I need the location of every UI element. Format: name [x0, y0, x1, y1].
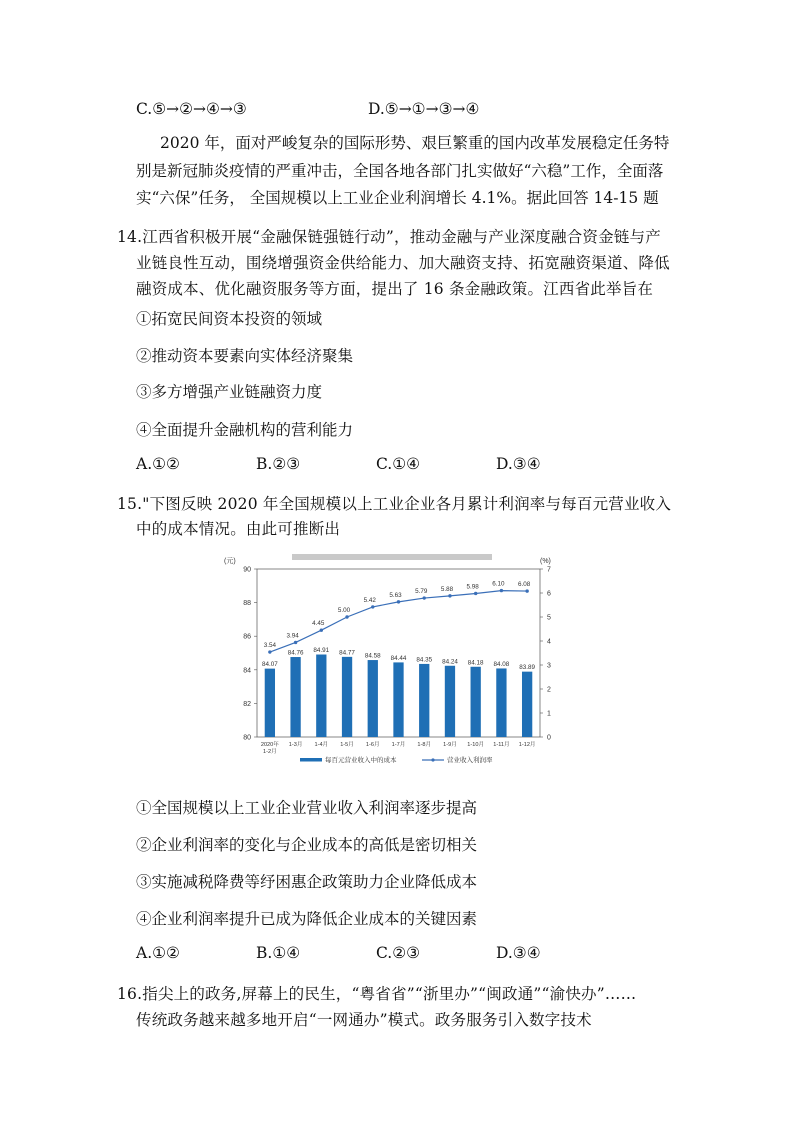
cost-bar — [445, 666, 455, 737]
x-tick-label: 1-5月 — [340, 742, 354, 748]
legend-line-marker — [431, 758, 434, 761]
cost-bar — [368, 660, 378, 737]
right-tick-label: 6 — [547, 590, 551, 598]
cost-bar-label: 84.08 — [493, 660, 510, 668]
left-tick-label: 82 — [243, 700, 251, 708]
cost-bar — [522, 672, 532, 737]
cost-bar — [393, 662, 403, 737]
q16-stem-1: 16.指尖上的政务,屏幕上的民生，“粤省省”“浙里办”“闽政通”“渝快办”…… — [117, 985, 637, 1003]
q15-choice-d: D.③④ — [496, 944, 541, 962]
left-axis-unit: (元) — [224, 558, 236, 565]
intro-line-3: 实“六保”任务， 全国规模以上工业企业利润增长 4.1%。据此回答 14-15 题 — [136, 189, 659, 207]
cost-bar — [265, 669, 275, 737]
q15-item-4: ④企业利润率提升已成为降低企业成本的关键因素 — [136, 910, 478, 928]
q14-stem-1: 14.江西省积极开展“金融保链强链行动”，推动金融与产业深度融合资金链与产 — [117, 228, 661, 246]
x-tick-label: 1-10月 — [467, 742, 485, 748]
profit-rate-point — [294, 641, 297, 644]
q14-choice-a: A.①② — [136, 455, 180, 473]
x-tick-label: 2020年 — [260, 742, 279, 748]
q15-stem-2: 中的成本情况。由此可推断出 — [136, 520, 341, 538]
q14-stem-2: 业链良性互动，围绕增强资金供给能力、加大融资支持、拓宽融资渠道、降低 — [136, 254, 670, 272]
left-tick-label: 88 — [243, 600, 251, 608]
cost-bar-label: 84.91 — [313, 647, 330, 655]
x-tick-label: 1-7月 — [391, 742, 406, 748]
cost-bar-label: 83.89 — [519, 664, 536, 672]
cost-bar — [496, 668, 506, 737]
q15-choice-b: B.①④ — [256, 944, 301, 962]
q15-item-2: ②企业利润率的变化与企业成本的高低是密切相关 — [136, 836, 478, 854]
profit-rate-point — [268, 650, 271, 653]
x-tick-label: 1-12月 — [518, 742, 536, 748]
cost-bar-label: 84.77 — [339, 649, 355, 657]
chart-legend — [300, 755, 493, 764]
right-axis — [540, 567, 551, 742]
profit-rate-point — [500, 589, 503, 592]
cost-bar-label: 84.76 — [287, 649, 304, 657]
q15-stem-1: 15."下图反映 2020 年全国规模以上工业企业各月累计利润率与每百元营业收入 — [117, 495, 672, 513]
cost-bar-label: 84.58 — [364, 652, 381, 660]
x-tick-label: 1-6月 — [365, 742, 380, 748]
profit-rate-label: 5.98 — [466, 583, 479, 591]
right-tick-label: 2 — [547, 686, 551, 694]
cost-bar-label: 84.35 — [416, 656, 433, 664]
profit-rate-label: 3.54 — [263, 642, 276, 650]
x-tick-label: 1-8月 — [417, 742, 432, 748]
q15-choice-c: C.②③ — [376, 944, 421, 962]
profit-rate-point — [448, 594, 451, 597]
x-tick-label: 1-4月 — [314, 742, 329, 748]
profit-rate-label: 5.79 — [415, 588, 428, 596]
cost-bar — [342, 657, 352, 737]
right-tick-label: 3 — [547, 662, 551, 670]
profit-rate-point — [474, 592, 477, 595]
cost-bar-label: 84.18 — [467, 659, 484, 667]
q15-item-1: ①全国规模以上工业企业营业收入利润率逐步提高 — [136, 799, 478, 817]
option-d: D.⑤→①→③→④ — [368, 100, 480, 118]
profit-rate-point — [345, 615, 348, 618]
profit-rate-label: 6.10 — [492, 580, 505, 588]
profit-rate-point — [320, 629, 323, 632]
q14-choice-b: B.②③ — [256, 455, 301, 473]
q14-item-3: ③多方增强产业链融资力度 — [136, 383, 323, 401]
profit-rate-point — [397, 600, 400, 603]
x-tick-label: 1-11月 — [493, 742, 510, 748]
left-tick-label: 90 — [243, 566, 251, 574]
q14-item-1: ①拓宽民间资本投资的领域 — [136, 310, 323, 328]
x-tick-label: 1-3月 — [288, 742, 303, 748]
right-axis-unit: (%) — [540, 558, 551, 565]
left-tick-label: 80 — [243, 734, 251, 742]
cost-bar-label: 84.24 — [442, 658, 458, 666]
right-tick-label: 7 — [547, 566, 551, 574]
profit-rate-label: 4.45 — [312, 620, 325, 628]
q16-stem-2: 传统政务越来越多地开启“一网通办”模式。政务服务引入数字技术 — [136, 1011, 592, 1029]
right-tick-label: 5 — [547, 614, 551, 622]
legend-bar-swatch — [300, 758, 322, 762]
intro-line-2: 别是新冠肺炎疫情的严重冲击，全国各地各部门扎实做好“六稳”工作，全面落 — [136, 162, 664, 180]
cost-bar — [471, 667, 481, 737]
cost-bar — [290, 657, 300, 737]
profit-rate-point — [525, 589, 528, 592]
profit-rate-point — [371, 605, 374, 608]
option-c: C.⑤→②→④→③ — [136, 100, 247, 118]
q14-stem-3: 融资成本、优化融资服务等方面，提出了 16 条金融政策。江西省此举旨在 — [136, 280, 654, 298]
left-tick-label: 86 — [243, 633, 251, 641]
right-tick-label: 4 — [547, 638, 551, 646]
profit-rate-label: 5.00 — [337, 607, 351, 614]
q14-item-2: ②推动资本要素向实体经济聚集 — [136, 347, 354, 365]
q14-choice-d: D.③④ — [496, 455, 541, 473]
right-tick-label: 0 — [547, 734, 551, 742]
left-tick-label: 84 — [243, 667, 251, 675]
profit-rate-label: 3.94 — [286, 632, 299, 640]
intro-line-1: 2020 年，面对严峻复杂的国际形势、艰巨繁重的国内改革发展稳定任务特 — [160, 134, 670, 152]
profit-rate-label: 6.08 — [518, 581, 531, 589]
x-tick-label: 1-2月 — [263, 749, 277, 755]
profit-rate-point — [423, 596, 426, 599]
left-axis — [243, 567, 257, 742]
profit-rate-label: 5.63 — [389, 591, 402, 599]
profit-cost-chart — [214, 553, 586, 769]
chart-title-obscured — [292, 554, 492, 560]
cost-bar-label: 84.44 — [390, 654, 407, 662]
q14-choice-c: C.①④ — [376, 455, 421, 473]
chart-canvas — [214, 553, 586, 769]
q15-item-3: ③实施减税降费等纾困惠企政策助力企业降低成本 — [136, 873, 478, 891]
x-axis-labels — [261, 740, 536, 755]
legend-bar-label: 每百元营业收入中的成本 — [325, 757, 397, 764]
legend-line-label: 营业收入利润率 — [447, 757, 493, 764]
cost-bar — [316, 655, 326, 737]
right-tick-label: 1 — [547, 710, 551, 718]
profit-rate-label: 5.88 — [440, 585, 454, 593]
cost-bar — [419, 664, 429, 737]
q14-item-4: ④全面提升金融机构的营利能力 — [136, 421, 354, 439]
x-tick-label: 1-9月 — [443, 742, 457, 748]
profit-rate-label: 5.42 — [363, 596, 376, 604]
cost-bar-label: 84.07 — [261, 661, 278, 669]
q15-choice-a: A.①② — [136, 944, 180, 962]
